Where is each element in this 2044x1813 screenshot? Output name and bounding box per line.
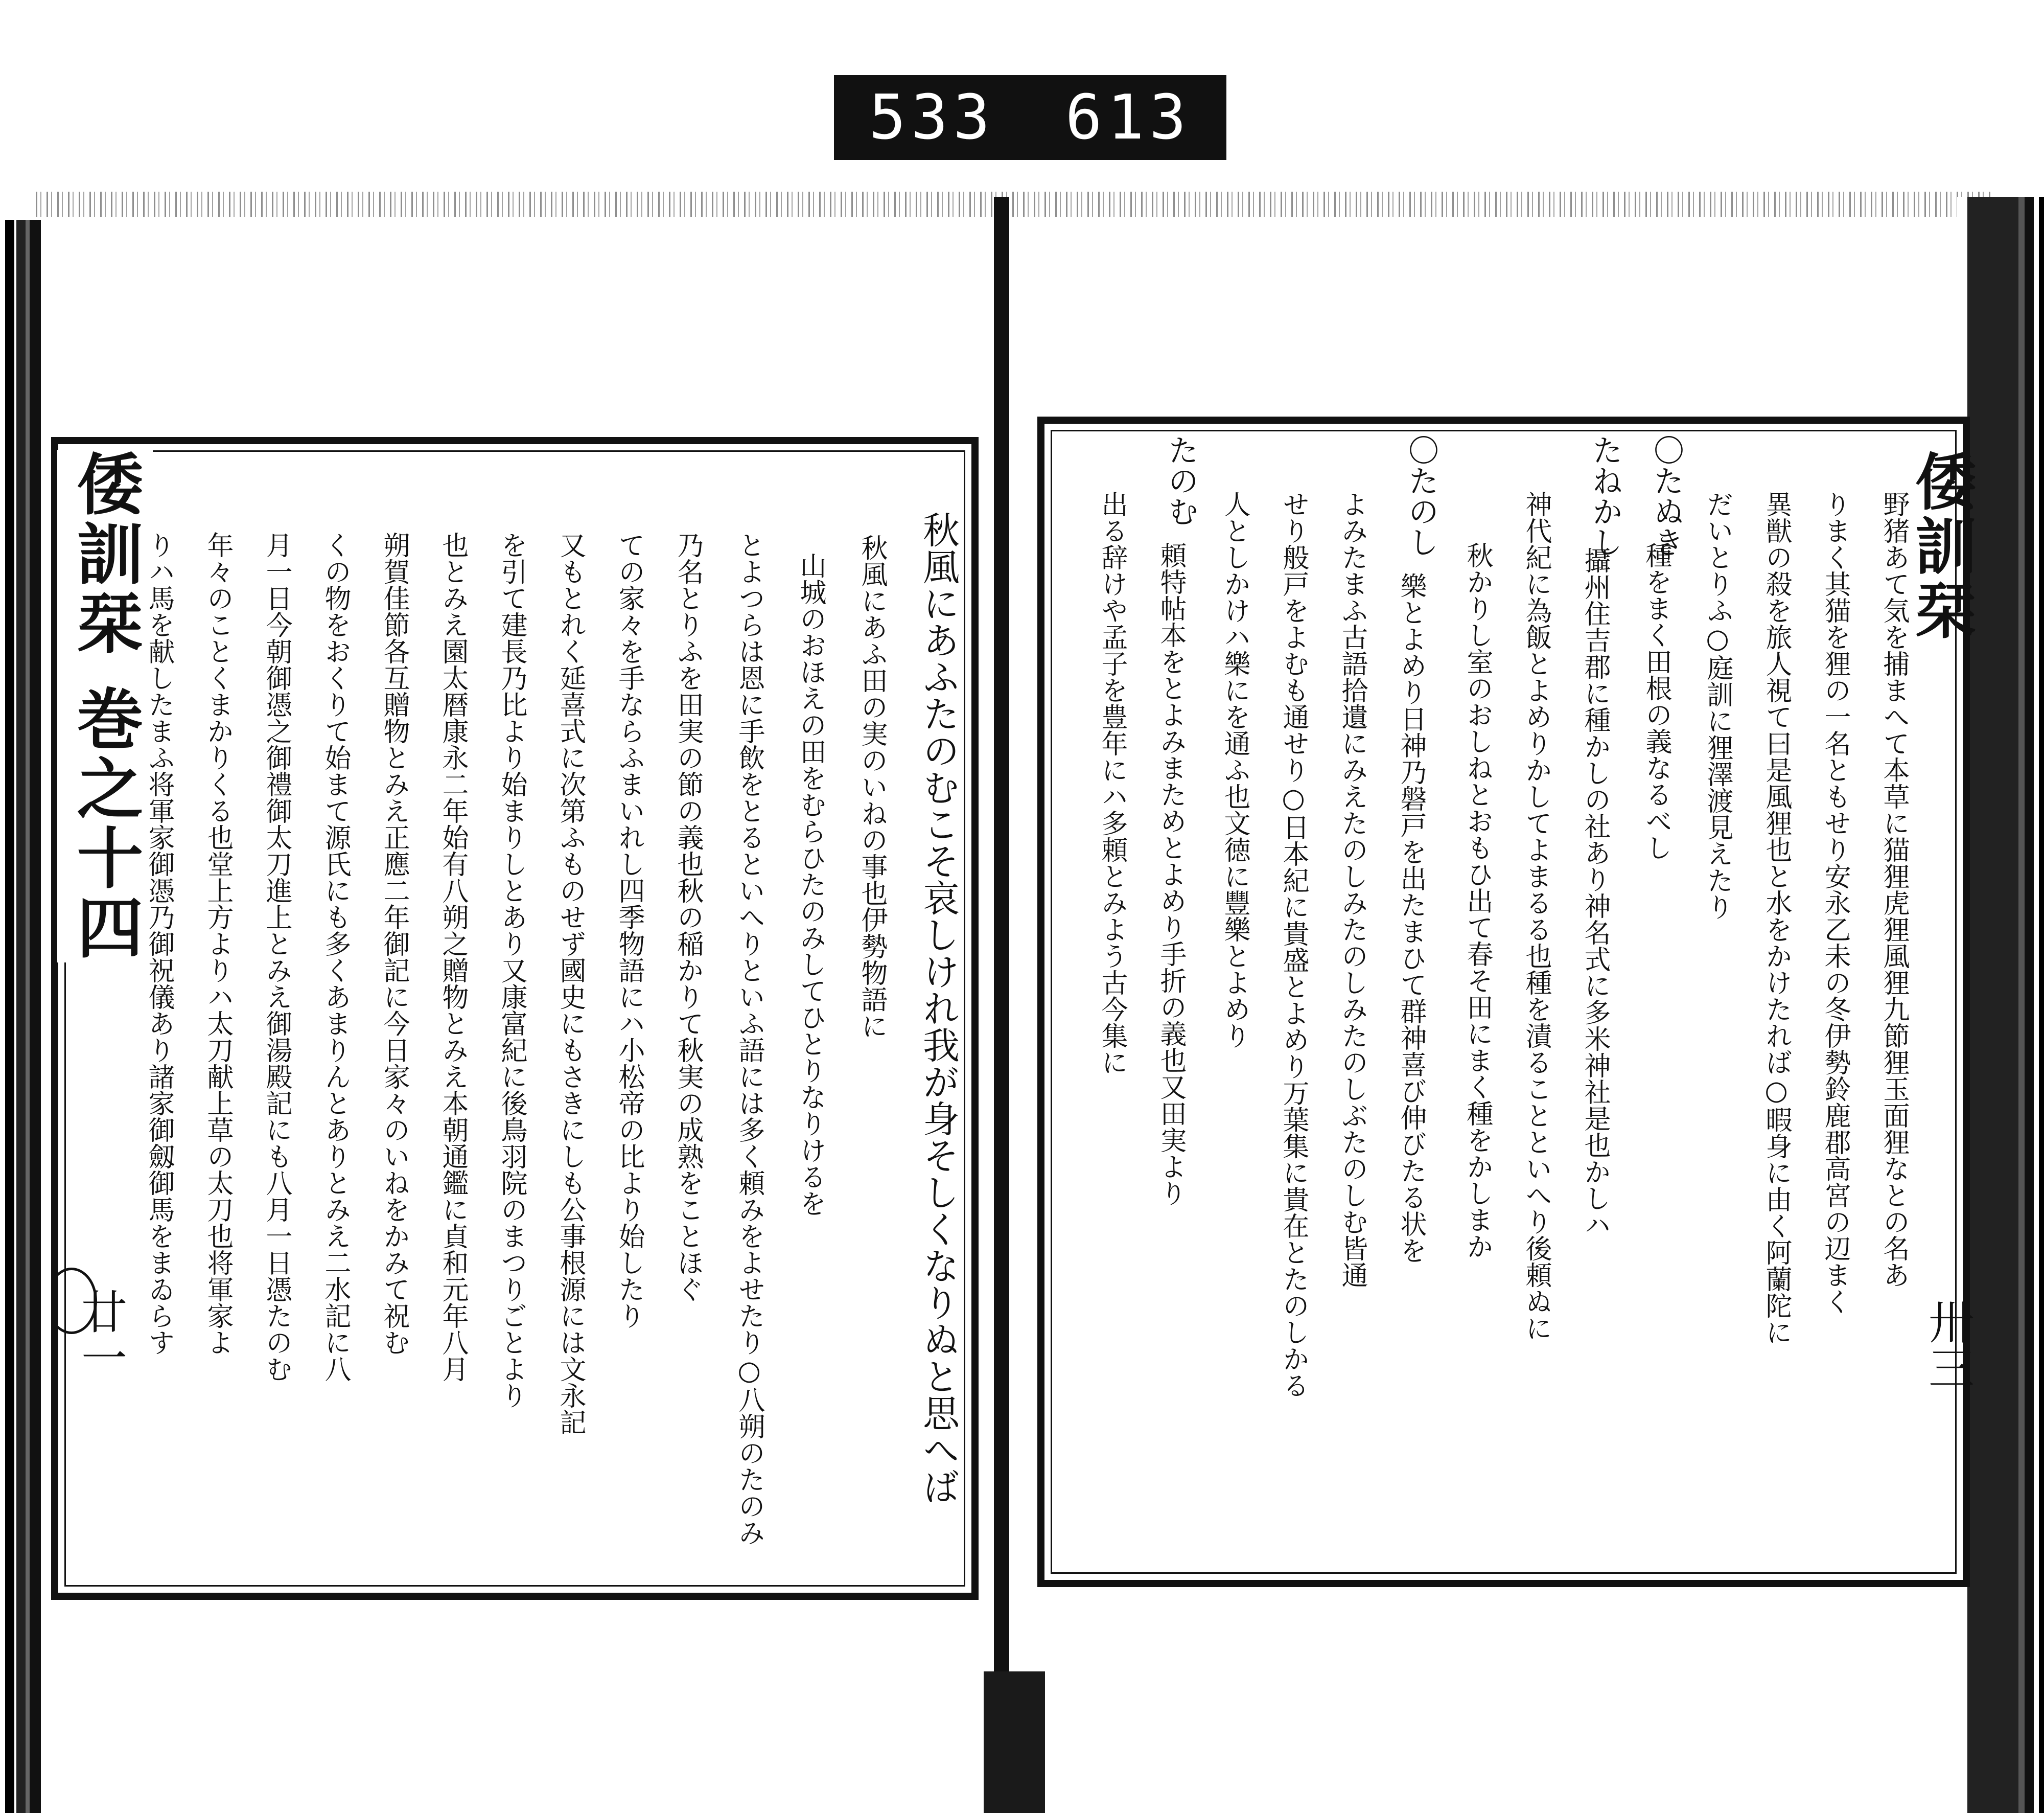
right-column-12: 人としかけハ樂にを通ふ也文徳に豐樂とよめり [1219, 491, 1250, 1049]
left-column-13: 年々のことくまかりくる也堂上方よりハ太刀献上草の太刀也将軍家よ [202, 532, 233, 1356]
left-column-7: 又もとれく延喜式に次第ふものせず國史にもさきにしも公事根源には文永記 [555, 532, 586, 1435]
book-spine [994, 197, 1009, 1679]
left-column-5: 乃名とりふを田実の節の義也秋の稲かりて秋実の成熟をことほぐ [672, 532, 703, 1302]
right-column-6: 攝州住吉郡に種かしの社あり神名式に多米神社是也かしハ [1580, 547, 1610, 1238]
left-page-number: 廿一 [73, 1288, 127, 1380]
right-column-5: 種をまく田根の義なるべし [1641, 542, 1671, 861]
left-gutter-title: 倭訓栞 巻之十四 [57, 450, 153, 962]
catalog-label [834, 75, 1226, 160]
left-column-6: ての家々を手ならふまいれし四季物語にハ小松帝の比より始したり [614, 532, 644, 1329]
left-column-9: 也とみえ園太暦康永二年始有八朔之贈物とみえ本朝通鑑に貞和元年八月 [437, 532, 468, 1382]
heading-tanekashi: たねかし [1587, 434, 1623, 557]
right-column-9: 樂とよめり日神乃磐戸を出たまひて群神喜び伸びたる状を [1396, 572, 1426, 1264]
heading-tanoshi: 〇たのし [1403, 434, 1439, 557]
right-column-10: よみたまふ古語拾遺にみえたのしみたのしみたのしぶたのしむ皆通 [1337, 491, 1367, 1288]
left-column-11: くの物をおくりて始まて源氏にも多くあまりんとありとみえ二水記に八 [320, 532, 351, 1382]
right-column-1: 野猪あて気を捕まへて本草に猫狸虎狸風狸九節狸玉面狸なとの名あ [1878, 491, 1909, 1288]
right-column-11: せり般戸をよむも通せり○日本紀に貴盛とよめり万葉集に貴在とたのしかる [1278, 491, 1309, 1398]
left-column-8: を引て建長乃比より始まりしとあり又康富紀に後鳥羽院のまつりごとより [496, 532, 527, 1409]
heading-tanomu: たのむ [1163, 434, 1199, 526]
heading-tanuki: 〇たぬき [1648, 434, 1684, 557]
spine-tab [984, 1671, 1045, 1813]
right-page-number: 卅三 [1920, 1298, 1974, 1390]
right-column-14: 出る辞けや孟子を豊年にハ多頼とみよう古今集に [1097, 491, 1127, 1075]
right-gutter-title: 倭訓栞 [1905, 450, 1977, 643]
label-right-number: 613 [1065, 82, 1192, 153]
left-column-12: 月一日今朝御憑之御禮御太刀進上とみえ御湯殿記にも八月一日憑たのむ [261, 532, 292, 1382]
right-column-2: りまく其猫を狸の一名ともせり安永乙未の冬伊勢鈴鹿郡高宮の辺まく [1820, 491, 1850, 1315]
right-column-8: 秋かりし室のおしねとおもひ出て春そ田にまく種をかしまか [1462, 542, 1493, 1259]
right-book-edge [1957, 197, 2044, 1813]
left-column-3: 山城のおほえの田をむらひたのみしてひとりなりけるを [795, 552, 826, 1217]
page-top-edge [36, 192, 1993, 217]
right-column-3: 異獣の殺を旅人視て曰是風狸也と水をかけたれば○暇身に由く阿蘭陀に [1761, 491, 1792, 1345]
left-column-14: りハ馬を献したまふ将軍家御憑乃御祝儀あり諸家御劔御馬をまゐらす [144, 532, 174, 1356]
left-column-4: とよつらは恩に手飲をとるといへりといふ語には多く頼みをよせたり○八朔のたのみ [734, 532, 764, 1546]
left-column-10: 朔賀佳節各互贈物とみえ正應二年御記に今日家々のいねをかみて祝む [379, 532, 409, 1356]
right-column-4: だいとりふ○庭訓に狸澤渡見えたり [1702, 491, 1733, 920]
left-column-2: 秋風にあふ田の実のいねの事也伊勢物語に [856, 534, 887, 1039]
left-column-1: 秋風にあふたのむこそ哀しけれ我が身そしくなりぬと思へば [917, 511, 960, 1505]
label-left-number: 533 [869, 82, 995, 153]
right-column-7: 神代紀に為飯とよめりかしてよまるる也種を漬ることといへり後頼ぬに [1521, 491, 1551, 1341]
right-column-13: 頼特帖本をとよみまためとよめり手折の義也又田実より [1155, 542, 1186, 1206]
left-book-edge [5, 220, 41, 1813]
